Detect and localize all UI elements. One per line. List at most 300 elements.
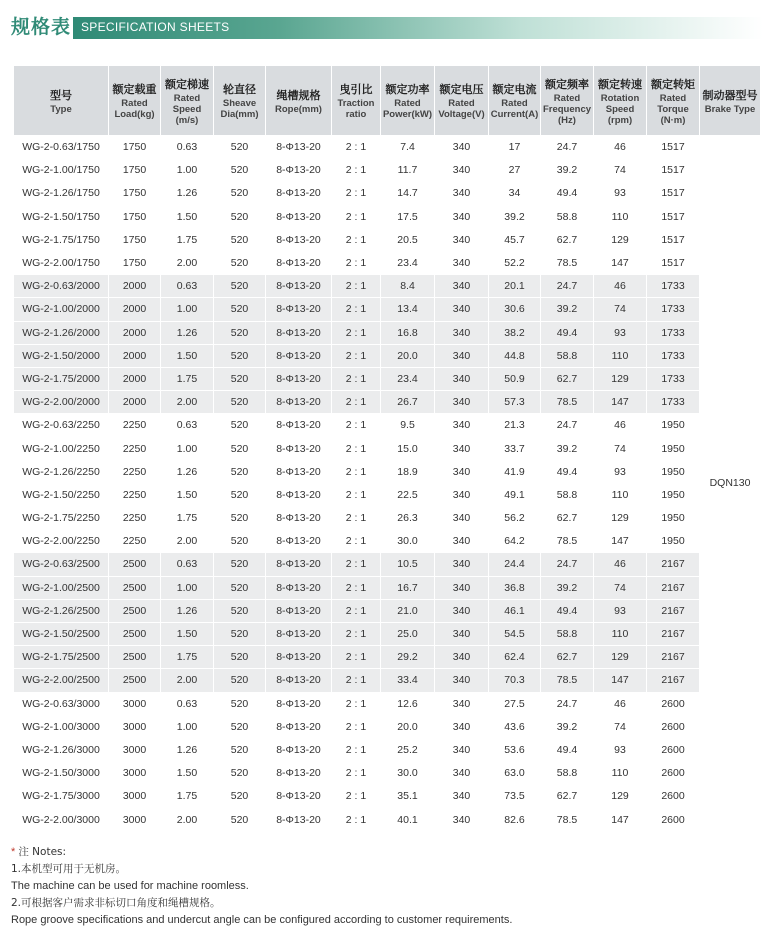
table-cell: 147 — [594, 251, 647, 274]
table-cell: 520 — [214, 762, 266, 785]
table-cell: 2600 — [647, 762, 700, 785]
table-cell: 93 — [594, 599, 647, 622]
table-cell: 1750 — [109, 182, 161, 205]
table-cell: WG-2-2.00/2250 — [14, 530, 109, 553]
col-header-traction-ratio: 曳引比 Traction ratio — [332, 66, 381, 136]
table-cell: 147 — [594, 391, 647, 414]
table-cell: 1.75 — [161, 785, 214, 808]
table-cell: 2.00 — [161, 391, 214, 414]
table-cell: 20.5 — [381, 228, 435, 251]
table-row — [14, 808, 761, 831]
table-cell: 340 — [435, 507, 489, 530]
table-cell: 2167 — [647, 646, 700, 669]
table-cell: 340 — [435, 483, 489, 506]
table-cell: 62.7 — [541, 367, 594, 390]
table-cell: 340 — [435, 762, 489, 785]
table-cell: 2 : 1 — [332, 669, 381, 692]
table-cell: 2 : 1 — [332, 391, 381, 414]
note-1-en: The machine can be used for machine roomless. — [11, 880, 249, 892]
table-cell: 38.2 — [489, 321, 541, 344]
table-cell: 8.4 — [381, 275, 435, 298]
table-cell: 1517 — [647, 205, 700, 228]
table-cell: 1733 — [647, 391, 700, 414]
table-cell: 2 : 1 — [332, 692, 381, 715]
table-cell: 93 — [594, 182, 647, 205]
table-cell: 1733 — [647, 275, 700, 298]
table-cell: 2 : 1 — [332, 576, 381, 599]
table-cell: 340 — [435, 669, 489, 692]
table-cell: WG-2-1.26/2250 — [14, 460, 109, 483]
table-cell: 58.8 — [541, 622, 594, 645]
table-cell: 29.2 — [381, 646, 435, 669]
table-cell: 17 — [489, 136, 541, 159]
table-cell: 3000 — [109, 785, 161, 808]
table-cell: 2 : 1 — [332, 367, 381, 390]
table-cell: 8-Φ13-20 — [266, 321, 332, 344]
table-cell: 2000 — [109, 275, 161, 298]
col-header-rated-voltage: 额定电压 Rated Voltage(V) — [435, 66, 489, 136]
table-cell: 64.2 — [489, 530, 541, 553]
table-cell: 1.50 — [161, 205, 214, 228]
table-cell: 14.7 — [381, 182, 435, 205]
table-cell: 2600 — [647, 785, 700, 808]
table-cell: 2 : 1 — [332, 321, 381, 344]
table-row — [14, 622, 761, 645]
table-cell: 8-Φ13-20 — [266, 367, 332, 390]
table-cell: 2250 — [109, 483, 161, 506]
table-cell: 39.2 — [541, 298, 594, 321]
table-cell: 8-Φ13-20 — [266, 391, 332, 414]
table-cell: 8-Φ13-20 — [266, 738, 332, 761]
table-cell: 1.00 — [161, 576, 214, 599]
title-banner — [73, 17, 763, 39]
table-cell: 39.2 — [541, 715, 594, 738]
table-cell: 1733 — [647, 321, 700, 344]
table-row — [14, 228, 761, 251]
table-cell: 74 — [594, 159, 647, 182]
table-cell: 520 — [214, 298, 266, 321]
table-cell: 2167 — [647, 669, 700, 692]
table-cell: 53.6 — [489, 738, 541, 761]
table-cell: 1.00 — [161, 159, 214, 182]
table-cell: 8-Φ13-20 — [266, 136, 332, 159]
table-cell: 1733 — [647, 367, 700, 390]
table-cell: 70.3 — [489, 669, 541, 692]
table-cell: 8-Φ13-20 — [266, 159, 332, 182]
table-cell: WG-2-0.63/2000 — [14, 275, 109, 298]
table-cell: 16.7 — [381, 576, 435, 599]
table-cell: WG-2-1.26/2000 — [14, 321, 109, 344]
table-cell: 8-Φ13-20 — [266, 228, 332, 251]
table-cell: 74 — [594, 715, 647, 738]
table-cell: 2 : 1 — [332, 228, 381, 251]
table-cell: 26.7 — [381, 391, 435, 414]
table-cell: 1.75 — [161, 646, 214, 669]
table-cell: 93 — [594, 738, 647, 761]
table-cell: 20.0 — [381, 344, 435, 367]
table-cell: 8-Φ13-20 — [266, 530, 332, 553]
table-cell: 24.4 — [489, 553, 541, 576]
col-header-rated-load: 额定载重 Rated Load(kg) — [109, 66, 161, 136]
table-cell: 1950 — [647, 460, 700, 483]
table-cell: 340 — [435, 738, 489, 761]
table-cell: 147 — [594, 530, 647, 553]
table-cell: 2500 — [109, 669, 161, 692]
table-row — [14, 136, 761, 159]
table-cell: 39.2 — [489, 205, 541, 228]
table-cell: WG-2-1.00/2500 — [14, 576, 109, 599]
table-cell: 26.3 — [381, 507, 435, 530]
table-row — [14, 646, 761, 669]
table-cell: 49.4 — [541, 182, 594, 205]
table-cell: 520 — [214, 275, 266, 298]
table-cell: 2167 — [647, 599, 700, 622]
table-cell: 78.5 — [541, 808, 594, 831]
table-cell: 1950 — [647, 483, 700, 506]
table-cell: 15.0 — [381, 437, 435, 460]
table-cell: 74 — [594, 298, 647, 321]
table-row — [14, 391, 761, 414]
table-row — [14, 367, 761, 390]
table-cell: 40.1 — [381, 808, 435, 831]
table-cell: 8-Φ13-20 — [266, 344, 332, 367]
table-row — [14, 762, 761, 785]
table-cell: WG-2-1.75/2500 — [14, 646, 109, 669]
table-cell: 46 — [594, 414, 647, 437]
table-cell: WG-2-1.75/1750 — [14, 228, 109, 251]
table-cell: 340 — [435, 646, 489, 669]
table-cell: 78.5 — [541, 391, 594, 414]
table-cell: 2500 — [109, 576, 161, 599]
table-cell: 3000 — [109, 762, 161, 785]
table-cell: 2250 — [109, 437, 161, 460]
table-cell: WG-2-1.50/1750 — [14, 205, 109, 228]
table-row — [14, 669, 761, 692]
table-cell: 49.4 — [541, 460, 594, 483]
table-row — [14, 715, 761, 738]
table-cell: 1.50 — [161, 344, 214, 367]
table-cell: 30.6 — [489, 298, 541, 321]
table-cell: 8-Φ13-20 — [266, 298, 332, 321]
table-cell: 520 — [214, 669, 266, 692]
table-cell: 9.5 — [381, 414, 435, 437]
table-cell: 520 — [214, 460, 266, 483]
table-cell: 2 : 1 — [332, 275, 381, 298]
table-cell: 74 — [594, 437, 647, 460]
table-cell: 129 — [594, 785, 647, 808]
table-cell: 49.4 — [541, 321, 594, 344]
table-cell: 520 — [214, 182, 266, 205]
table-cell: 24.7 — [541, 692, 594, 715]
table-cell: 520 — [214, 321, 266, 344]
col-header-type: 型号 Type — [14, 66, 109, 136]
table-cell: 2250 — [109, 460, 161, 483]
table-cell: 39.2 — [541, 576, 594, 599]
table-cell: 110 — [594, 762, 647, 785]
table-cell: 1.75 — [161, 507, 214, 530]
table-cell: 340 — [435, 228, 489, 251]
table-cell: 18.9 — [381, 460, 435, 483]
table-cell: 520 — [214, 391, 266, 414]
table-cell: 340 — [435, 576, 489, 599]
table-cell: 340 — [435, 275, 489, 298]
table-cell: 520 — [214, 344, 266, 367]
table-cell: 340 — [435, 785, 489, 808]
page-title-cn: 规格表 — [11, 16, 72, 38]
table-cell: 2.00 — [161, 669, 214, 692]
table-row — [14, 738, 761, 761]
table-cell: 8-Φ13-20 — [266, 507, 332, 530]
table-cell: 24.7 — [541, 414, 594, 437]
table-cell: 1517 — [647, 182, 700, 205]
table-cell: 8-Φ13-20 — [266, 808, 332, 831]
table-cell: 8-Φ13-20 — [266, 715, 332, 738]
table-cell: 2 : 1 — [332, 646, 381, 669]
table-cell: 340 — [435, 622, 489, 645]
table-cell: 147 — [594, 808, 647, 831]
table-cell: 0.63 — [161, 414, 214, 437]
table-cell: 8-Φ13-20 — [266, 414, 332, 437]
table-cell: 2 : 1 — [332, 205, 381, 228]
table-cell: WG-2-0.63/2250 — [14, 414, 109, 437]
table-cell: 62.4 — [489, 646, 541, 669]
table-cell: 3000 — [109, 715, 161, 738]
table-cell: 1517 — [647, 228, 700, 251]
table-cell: 1750 — [109, 205, 161, 228]
table-cell: 2167 — [647, 576, 700, 599]
table-cell: 340 — [435, 599, 489, 622]
table-cell: 520 — [214, 437, 266, 460]
table-cell: 78.5 — [541, 251, 594, 274]
note-2-en: Rope groove specifications and undercut angle can be configured according to customer requirements. — [11, 914, 513, 926]
table-body — [14, 136, 761, 832]
table-cell: WG-2-1.75/3000 — [14, 785, 109, 808]
table-cell: 340 — [435, 437, 489, 460]
table-row — [14, 321, 761, 344]
table-cell: 340 — [435, 182, 489, 205]
table-row — [14, 205, 761, 228]
table-cell: 2.00 — [161, 808, 214, 831]
table-cell: 110 — [594, 344, 647, 367]
table-cell: 0.63 — [161, 136, 214, 159]
table-cell: 8-Φ13-20 — [266, 437, 332, 460]
table-cell: 46 — [594, 692, 647, 715]
table-cell: 20.0 — [381, 715, 435, 738]
table-cell: WG-2-1.50/2000 — [14, 344, 109, 367]
table-cell: 1.50 — [161, 622, 214, 645]
table-cell: 520 — [214, 159, 266, 182]
table-cell: 2 : 1 — [332, 182, 381, 205]
table-cell: 520 — [214, 622, 266, 645]
table-cell: 2250 — [109, 414, 161, 437]
table-cell: 520 — [214, 530, 266, 553]
table-cell: 2 : 1 — [332, 159, 381, 182]
table-cell: 1950 — [647, 414, 700, 437]
table-cell: 93 — [594, 460, 647, 483]
table-row — [14, 414, 761, 437]
table-cell: 340 — [435, 808, 489, 831]
table-cell: 1750 — [109, 251, 161, 274]
table-cell: 340 — [435, 460, 489, 483]
table-cell: 1.26 — [161, 321, 214, 344]
table-cell: 2 : 1 — [332, 808, 381, 831]
table-cell: 520 — [214, 738, 266, 761]
table-row — [14, 483, 761, 506]
table-cell: 340 — [435, 553, 489, 576]
table-cell: 33.7 — [489, 437, 541, 460]
table-cell: 3000 — [109, 808, 161, 831]
table-cell: 2600 — [647, 808, 700, 831]
table-row — [14, 576, 761, 599]
table-row — [14, 530, 761, 553]
col-header-rotation-speed: 额定转速 Rotation Speed (rpm) — [594, 66, 647, 136]
table-cell: 8-Φ13-20 — [266, 205, 332, 228]
table-cell: 1733 — [647, 344, 700, 367]
table-cell: 2 : 1 — [332, 553, 381, 576]
table-cell: 8-Φ13-20 — [266, 553, 332, 576]
table-cell: 520 — [214, 136, 266, 159]
table-cell: 1750 — [109, 228, 161, 251]
table-cell: 20.1 — [489, 275, 541, 298]
table-cell: 1750 — [109, 159, 161, 182]
table-cell: 12.6 — [381, 692, 435, 715]
table-cell: 1950 — [647, 437, 700, 460]
table-cell: 129 — [594, 507, 647, 530]
table-cell: 62.7 — [541, 228, 594, 251]
table-cell: 2 : 1 — [332, 414, 381, 437]
table-cell: 1750 — [109, 136, 161, 159]
table-cell: 62.7 — [541, 785, 594, 808]
table-cell: WG-2-1.26/3000 — [14, 738, 109, 761]
table-row — [14, 507, 761, 530]
table-cell: 2000 — [109, 367, 161, 390]
col-header-sheave-dia: 轮直径 Sheave Dia(mm) — [214, 66, 266, 136]
table-cell: 8-Φ13-20 — [266, 483, 332, 506]
table-cell: 74 — [594, 576, 647, 599]
table-cell: 2.00 — [161, 530, 214, 553]
table-cell: 16.8 — [381, 321, 435, 344]
table-cell: 2000 — [109, 344, 161, 367]
table-row — [14, 275, 761, 298]
table-cell: 520 — [214, 205, 266, 228]
table-cell: 2 : 1 — [332, 460, 381, 483]
table-cell: 8-Φ13-20 — [266, 646, 332, 669]
table-cell: 43.6 — [489, 715, 541, 738]
table-cell: 78.5 — [541, 669, 594, 692]
table-cell: WG-2-1.50/3000 — [14, 762, 109, 785]
table-cell: 73.5 — [489, 785, 541, 808]
table-cell: 110 — [594, 205, 647, 228]
table-cell: WG-2-2.00/3000 — [14, 808, 109, 831]
table-cell: 2167 — [647, 553, 700, 576]
table-cell: 2500 — [109, 646, 161, 669]
table-cell: 58.8 — [541, 344, 594, 367]
table-cell: 520 — [214, 599, 266, 622]
table-cell: WG-2-0.63/1750 — [14, 136, 109, 159]
table-cell: 129 — [594, 228, 647, 251]
table-cell: 93 — [594, 321, 647, 344]
page-header — [0, 0, 774, 52]
table-cell: 2 : 1 — [332, 483, 381, 506]
table-cell: 54.5 — [489, 622, 541, 645]
table-cell: 8-Φ13-20 — [266, 599, 332, 622]
table-cell: WG-2-1.00/3000 — [14, 715, 109, 738]
table-cell: WG-2-1.00/1750 — [14, 159, 109, 182]
table-cell: 46.1 — [489, 599, 541, 622]
table-cell: 2250 — [109, 507, 161, 530]
table-cell: 340 — [435, 692, 489, 715]
notes-section — [11, 844, 512, 929]
table-cell: WG-2-1.26/2500 — [14, 599, 109, 622]
table-cell: 2167 — [647, 622, 700, 645]
table-cell: 1.50 — [161, 483, 214, 506]
table-cell: 39.2 — [541, 437, 594, 460]
table-cell: WG-2-0.63/3000 — [14, 692, 109, 715]
table-cell: 340 — [435, 321, 489, 344]
table-cell: 21.0 — [381, 599, 435, 622]
col-header-rated-speed: 额定梯速 Rated Speed (m/s) — [161, 66, 214, 136]
table-cell: 2 : 1 — [332, 785, 381, 808]
table-cell: 1950 — [647, 507, 700, 530]
table-cell: 2 : 1 — [332, 530, 381, 553]
table-cell: 110 — [594, 483, 647, 506]
table-cell: 1733 — [647, 298, 700, 321]
table-cell: 1517 — [647, 136, 700, 159]
table-cell: 24.7 — [541, 136, 594, 159]
col-header-brake-type: 制动器型号 Brake Type — [700, 66, 761, 136]
table-cell: 1.75 — [161, 228, 214, 251]
table-row — [14, 460, 761, 483]
table-cell: 49.1 — [489, 483, 541, 506]
table-row — [14, 692, 761, 715]
table-cell: 520 — [214, 367, 266, 390]
brake-type-cell: DQN130 — [700, 136, 761, 832]
table-row — [14, 159, 761, 182]
table-cell: 22.5 — [381, 483, 435, 506]
table-cell: 23.4 — [381, 251, 435, 274]
table-row — [14, 298, 761, 321]
table-cell: 1.00 — [161, 715, 214, 738]
table-cell: 2000 — [109, 298, 161, 321]
table-cell: 340 — [435, 367, 489, 390]
table-cell: 78.5 — [541, 530, 594, 553]
table-cell: 520 — [214, 228, 266, 251]
table-cell: 2500 — [109, 622, 161, 645]
table-cell: 1.00 — [161, 298, 214, 321]
table-cell: 520 — [214, 646, 266, 669]
table-cell: 520 — [214, 808, 266, 831]
table-cell: 63.0 — [489, 762, 541, 785]
table-cell: WG-2-1.50/2500 — [14, 622, 109, 645]
table-cell: 340 — [435, 391, 489, 414]
table-cell: 520 — [214, 414, 266, 437]
table-cell: 50.9 — [489, 367, 541, 390]
table-cell: 340 — [435, 159, 489, 182]
table-cell: 1.26 — [161, 738, 214, 761]
table-cell: 2 : 1 — [332, 762, 381, 785]
table-cell: 33.4 — [381, 669, 435, 692]
table-cell: 1517 — [647, 159, 700, 182]
table-cell: 520 — [214, 483, 266, 506]
table-cell: 147 — [594, 669, 647, 692]
table-cell: 1517 — [647, 251, 700, 274]
table-cell: 8-Φ13-20 — [266, 669, 332, 692]
table-cell: 45.7 — [489, 228, 541, 251]
table-cell: 8-Φ13-20 — [266, 275, 332, 298]
table-cell: WG-2-1.75/2000 — [14, 367, 109, 390]
table-cell: 2 : 1 — [332, 437, 381, 460]
table-cell: 520 — [214, 553, 266, 576]
